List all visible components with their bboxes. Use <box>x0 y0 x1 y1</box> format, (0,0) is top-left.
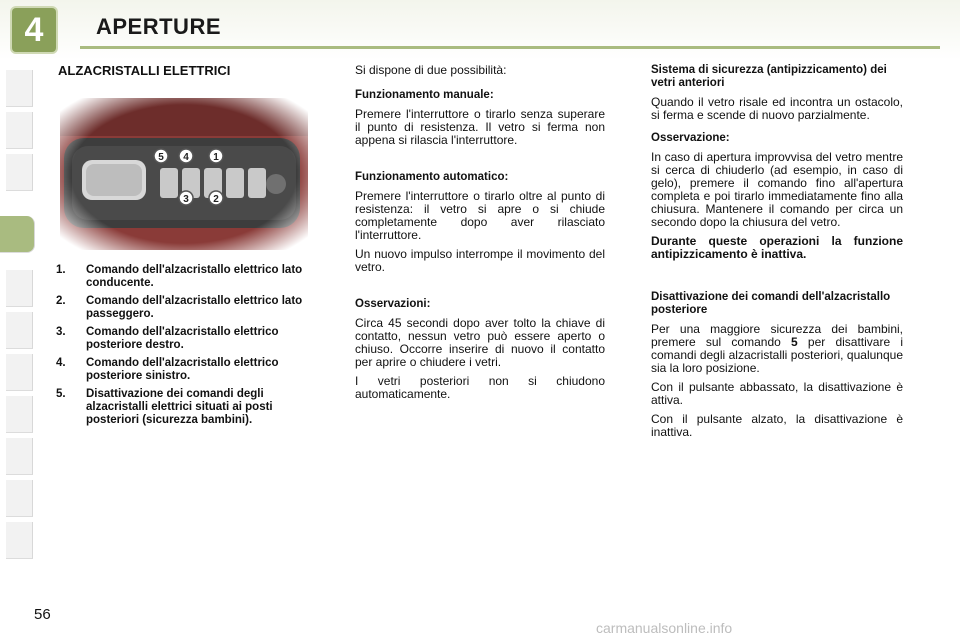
legend-num: 2. <box>56 295 66 307</box>
title-underline <box>80 46 940 49</box>
chapter-title: APERTURE <box>96 14 222 39</box>
legend-item <box>56 326 306 352</box>
legend-num: 3. <box>56 326 66 338</box>
automatic-operation-heading: Funzionamento automatico: <box>355 171 509 183</box>
rear-deactivation-text-2: Con il pulsante abbassato, la disattivazione è attiva. <box>651 380 903 407</box>
legend-num: 1. <box>56 264 66 276</box>
side-tab-7[interactable] <box>6 354 33 391</box>
watermark: carmanualsonline.info <box>596 620 733 636</box>
control-number: 5 <box>791 335 798 349</box>
deactivation-text-part: per disattivare i comandi degli alzacristalli posteriori, qualunque sia la loro posizione. <box>651 335 904 375</box>
rear-deactivation-text <box>651 323 903 375</box>
automatic-operation-text-2: Un nuovo impulso interrompe il movimento del vetro. <box>355 247 605 274</box>
notes-heading: Osservazioni: <box>355 298 431 310</box>
legend-item <box>56 388 306 427</box>
notes-text-1: Circa 45 secondi dopo aver tolto la chiave di contatto, nessun vetro può essere aperto o chiuso. Occorre inserire di nuovo il contatto per aprire o chiudere i vetri. <box>355 316 605 369</box>
side-tab-10[interactable] <box>6 480 33 517</box>
legend-text: Comando dell'alzacristallo elettrico posteriore sinistro. <box>86 357 279 382</box>
right-column <box>651 64 903 445</box>
legend-num: 5. <box>56 388 66 400</box>
rear-deactivation-text-3: Con il pulsante alzato, la disattivazione è inattiva. <box>651 412 903 439</box>
automatic-operation-text: Premere l'interruttore o tirarlo oltre al punto di resistenza: il vetro si apre o si chiude completamente dopo aver rilasciato l'interruttore. <box>355 189 605 242</box>
manual-operation-heading: Funzionamento manuale: <box>355 89 494 101</box>
legend-item <box>56 264 306 290</box>
legend-text: Comando dell'alzacristallo elettrico posteriore destro. <box>86 326 279 351</box>
deactivation-text-part: Per una maggiore sicurezza dei bambini, premere sul comando <box>651 322 903 349</box>
legend-list <box>56 264 306 432</box>
note-heading: Osservazione: <box>651 132 730 144</box>
legend-item <box>56 357 306 383</box>
manual-operation-text: Premere l'interruttore o tirarlo senza superare il punto di resistenza. Il vetro si ferma non appena si rilascia l'interruttore. <box>355 107 605 147</box>
side-tab-strip <box>0 70 34 570</box>
window-switch-photo <box>60 98 308 250</box>
side-tab-3[interactable] <box>6 154 33 191</box>
legend-num: 4. <box>56 357 66 369</box>
legend-text: Comando dell'alzacristallo elettrico lato conducente. <box>86 264 303 289</box>
anti-pinch-heading: Sistema di sicurezza (antipizzicamento) dei vetri anteriori <box>651 64 887 89</box>
legend-item <box>56 295 306 321</box>
middle-column <box>355 64 605 407</box>
note-warning: Durante queste operazioni la funzione antipizzicamento è inattiva. <box>651 234 903 261</box>
side-tab-1[interactable] <box>6 70 33 107</box>
side-tab-11[interactable] <box>6 522 33 559</box>
side-tab-5[interactable] <box>6 270 33 307</box>
side-tab-2[interactable] <box>6 112 33 149</box>
legend-text: Disattivazione dei comandi degli alzacristalli elettrici situati ai posti posteriori (sicurezza bambini). <box>86 388 273 426</box>
side-tab-8[interactable] <box>6 396 33 433</box>
side-tab-active[interactable] <box>0 216 35 253</box>
note-text: In caso di apertura improvvisa del vetro mentre si cerca di chiuderlo (ad esempio, in caso di gelo), premere il comando fino all'apertura completa e poi tirarlo immediatamente fino alla chiusura. Mantenere il comando per circa un secondo dopo la chiusura del vetro. <box>651 150 903 229</box>
side-tab-6[interactable] <box>6 312 33 349</box>
section-title: ALZACRISTALLI ELETTRICI <box>58 63 231 78</box>
intro-text: Si dispone di due possibilità: <box>355 63 507 77</box>
rear-deactivation-heading: Disattivazione dei comandi dell'alzacristallo posteriore <box>651 291 891 316</box>
chapter-number-badge: 4 <box>12 8 56 52</box>
side-tab-9[interactable] <box>6 438 33 475</box>
legend-text: Comando dell'alzacristallo elettrico lato passeggero. <box>86 295 303 320</box>
anti-pinch-text: Quando il vetro risale ed incontra un ostacolo, si ferma e scende di nuovo parzialmente. <box>651 95 903 122</box>
page-number: 56 <box>34 606 51 623</box>
notes-text-2: I vetri posteriori non si chiudono automaticamente. <box>355 374 605 401</box>
